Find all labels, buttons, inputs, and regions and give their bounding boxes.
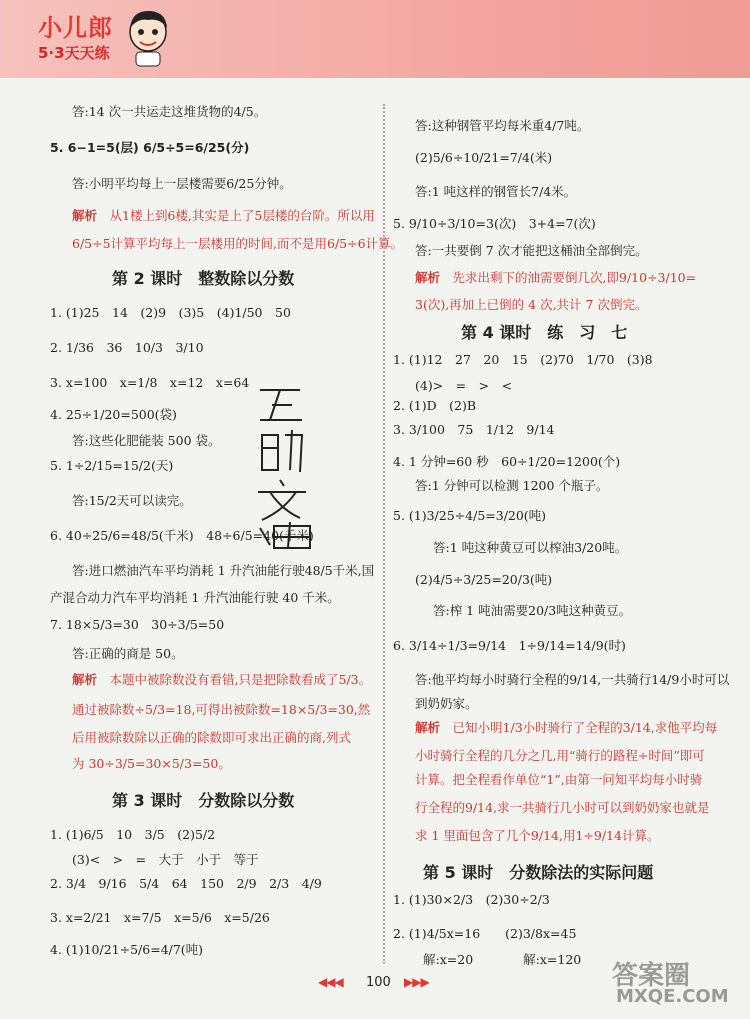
analysis-line — [415, 270, 696, 287]
analysis-line: 为 30÷3/5=30×5/3=50。 — [72, 756, 231, 771]
answer-line: 解:x=20 解:x=120 — [423, 952, 582, 967]
answer-line: 答:14 次一共运走这堆货物的4/5。 — [72, 104, 267, 119]
answer-line: 5. 1÷2/15=15/2(天) — [50, 458, 174, 473]
analysis-line: 求 1 里面包含了几个9/14,用1÷9/14计算。 — [415, 828, 660, 843]
answer-line: 3. x=100 x=1/8 x=12 x=64 — [50, 375, 250, 390]
answer-line: 3. x=2/21 x=7/5 x=5/6 x=5/26 — [50, 910, 270, 925]
answer-line: 答:一共要倒 7 次才能把这桶油全部倒完。 — [415, 243, 648, 258]
answer-line: 答:1 吨这种黄豆可以榨油3/20吨。 — [433, 540, 628, 555]
analysis-text: 本题中被除数没有看错,只是把除数看成了5/3。 — [109, 672, 372, 687]
analysis-line: 行全程的9/14,求一共骑行几小时可以到奶奶家也就是 — [415, 800, 710, 815]
answer-line: 6. 3/14÷1/3=9/14 1÷9/14=14/9(时) — [393, 638, 626, 653]
column-divider — [383, 104, 385, 964]
analysis-line — [72, 672, 371, 689]
answer-line: 2. (1)D (2)B — [393, 398, 477, 413]
analysis-text: 已知小明1/3小时骑行了全程的3/14,求他平均每 — [452, 720, 718, 735]
answer-line: 2. 1/36 36 10/3 3/10 — [50, 340, 204, 355]
handwritten-note — [240, 380, 325, 550]
answer-line: 2. (1)4/5x=16 (2)3/8x=45 — [393, 926, 577, 941]
answer-line: 答:正确的商是 50。 — [72, 646, 184, 661]
analysis-label: 解析 — [415, 270, 441, 285]
answer-line: 答:1 分钟可以检测 1200 个瓶子。 — [415, 478, 609, 493]
answer-line: 答:1 吨这样的钢管长7/4米。 — [415, 184, 577, 199]
answer-line: (2)4/5÷3/25=20/3(吨) — [415, 572, 553, 587]
handwriting-strokes — [240, 380, 325, 550]
analysis-label: 解析 — [72, 672, 98, 687]
answer-line: 答:他平均每小时骑行全程的9/14,一共骑行14/9小时可以 — [415, 672, 730, 687]
answer-line: 3. 3/100 75 1/12 9/14 — [393, 422, 555, 437]
page-number: 100 — [366, 975, 391, 990]
answer-line: 答:15/2天可以读完。 — [72, 493, 192, 508]
answer-line: 1. (1)12 27 20 15 (2)70 1/70 (3)8 — [393, 352, 653, 367]
answer-line: 7. 18×5/3=30 30÷3/5=50 — [50, 617, 225, 632]
analysis-line: 小时骑行全程的几分之几,用“骑行的路程÷时间”即可 — [415, 748, 705, 763]
watermark-url: MXQE.COM — [616, 986, 729, 1007]
section-title: 第 3 课时 分数除以分数 — [112, 791, 295, 810]
section-title: 第 5 课时 分数除法的实际问题 — [423, 863, 654, 882]
answer-line: 产混合动力汽车平均消耗 1 升汽油能行驶 40 千米。 — [50, 590, 340, 605]
analysis-line: 计算。把全程看作单位“1”,由第一问知平均每小时骑 — [415, 772, 703, 787]
section-title: 第 2 课时 整数除以分数 — [112, 269, 295, 288]
answer-line: 1. (1)6/5 10 3/5 (2)5/2 — [50, 827, 216, 842]
answer-line: 4. (1)10/21÷5/6=4/7(吨) — [50, 942, 204, 957]
brand-logo — [38, 8, 118, 68]
answer-line: 答:这种钢管平均每米重4/7吨。 — [415, 118, 590, 133]
answer-line: 4. 1 分钟=60 秒 60÷1/20=1200(个) — [393, 454, 621, 469]
analysis-line: 6/5÷5计算平均每上一层楼用的时间,而不是用6/5÷6计算。 — [72, 236, 404, 251]
analysis-text: 先求出剩下的油需要倒几次,即9/10÷3/10= — [452, 270, 697, 285]
answer-line: 5. (1)3/25÷4/5=3/20(吨) — [393, 508, 547, 523]
analysis-line: 后用被除数除以正确的除数即可求出正确的商,列式 — [72, 730, 351, 745]
answer-line: 6. 40÷25/6=48/5(千米) 48÷6/5=40(千米) — [50, 528, 314, 543]
analysis-text: 从1楼上到6楼,其实是上了5层楼的台阶。所以用 — [109, 208, 375, 223]
analysis-label: 解析 — [72, 208, 98, 223]
prev-arrows-icon: ◀◀◀ — [318, 975, 343, 989]
answer-line: 5. 6−1=5(层) 6/5÷5=6/25(分) — [50, 140, 250, 155]
answer-line: 答:进口燃油汽车平均消耗 1 升汽油能行驶48/5千米,国 — [72, 563, 375, 578]
logo-main-text: 小儿郎 — [38, 14, 113, 42]
answer-line: 5. 9/10÷3/10=3(次) 3+4=7(次) — [393, 216, 596, 231]
mascot-boy-icon — [122, 6, 174, 68]
logo-sub-text: 5·3天天练 — [38, 44, 110, 62]
answer-line: 到奶奶家。 — [415, 696, 478, 711]
answer-line: 答:榨 1 吨油需要20/3吨这种黄豆。 — [433, 603, 632, 618]
answer-line: 2. 3/4 9/16 5/4 64 150 2/9 2/3 4/9 — [50, 876, 322, 891]
page-header — [0, 0, 750, 78]
answer-line: (4)> = > < — [415, 378, 513, 393]
section-title: 第 4 课时 练 习 七 — [461, 323, 628, 342]
next-arrows-icon: ▶▶▶ — [404, 975, 429, 989]
answer-line: (2)5/6÷10/21=7/4(米) — [415, 150, 553, 165]
answer-line: (3)< > = 大于 小于 等于 — [72, 852, 259, 867]
answer-line: 4. 25÷1/20=500(袋) — [50, 407, 177, 422]
answer-line: 1. (1)25 14 (2)9 (3)5 (4)1/50 50 — [50, 305, 291, 320]
answer-line: 答:这些化肥能装 500 袋。 — [72, 433, 221, 448]
analysis-line — [72, 208, 375, 225]
answer-line: 1. (1)30×2/3 (2)30÷2/3 — [393, 892, 550, 907]
watermark-logo: 答案圈 — [612, 961, 691, 991]
analysis-line: 通过被除数÷5/3=18,可得出被除数=18×5/3=30,然 — [72, 702, 371, 717]
analysis-line — [415, 720, 717, 737]
analysis-label: 解析 — [415, 720, 441, 735]
analysis-line: 3(次),再加上已倒的 4 次,共计 7 次倒完。 — [415, 297, 648, 312]
answer-line: 答:小明平均每上一层楼需要6/25分钟。 — [72, 176, 292, 191]
